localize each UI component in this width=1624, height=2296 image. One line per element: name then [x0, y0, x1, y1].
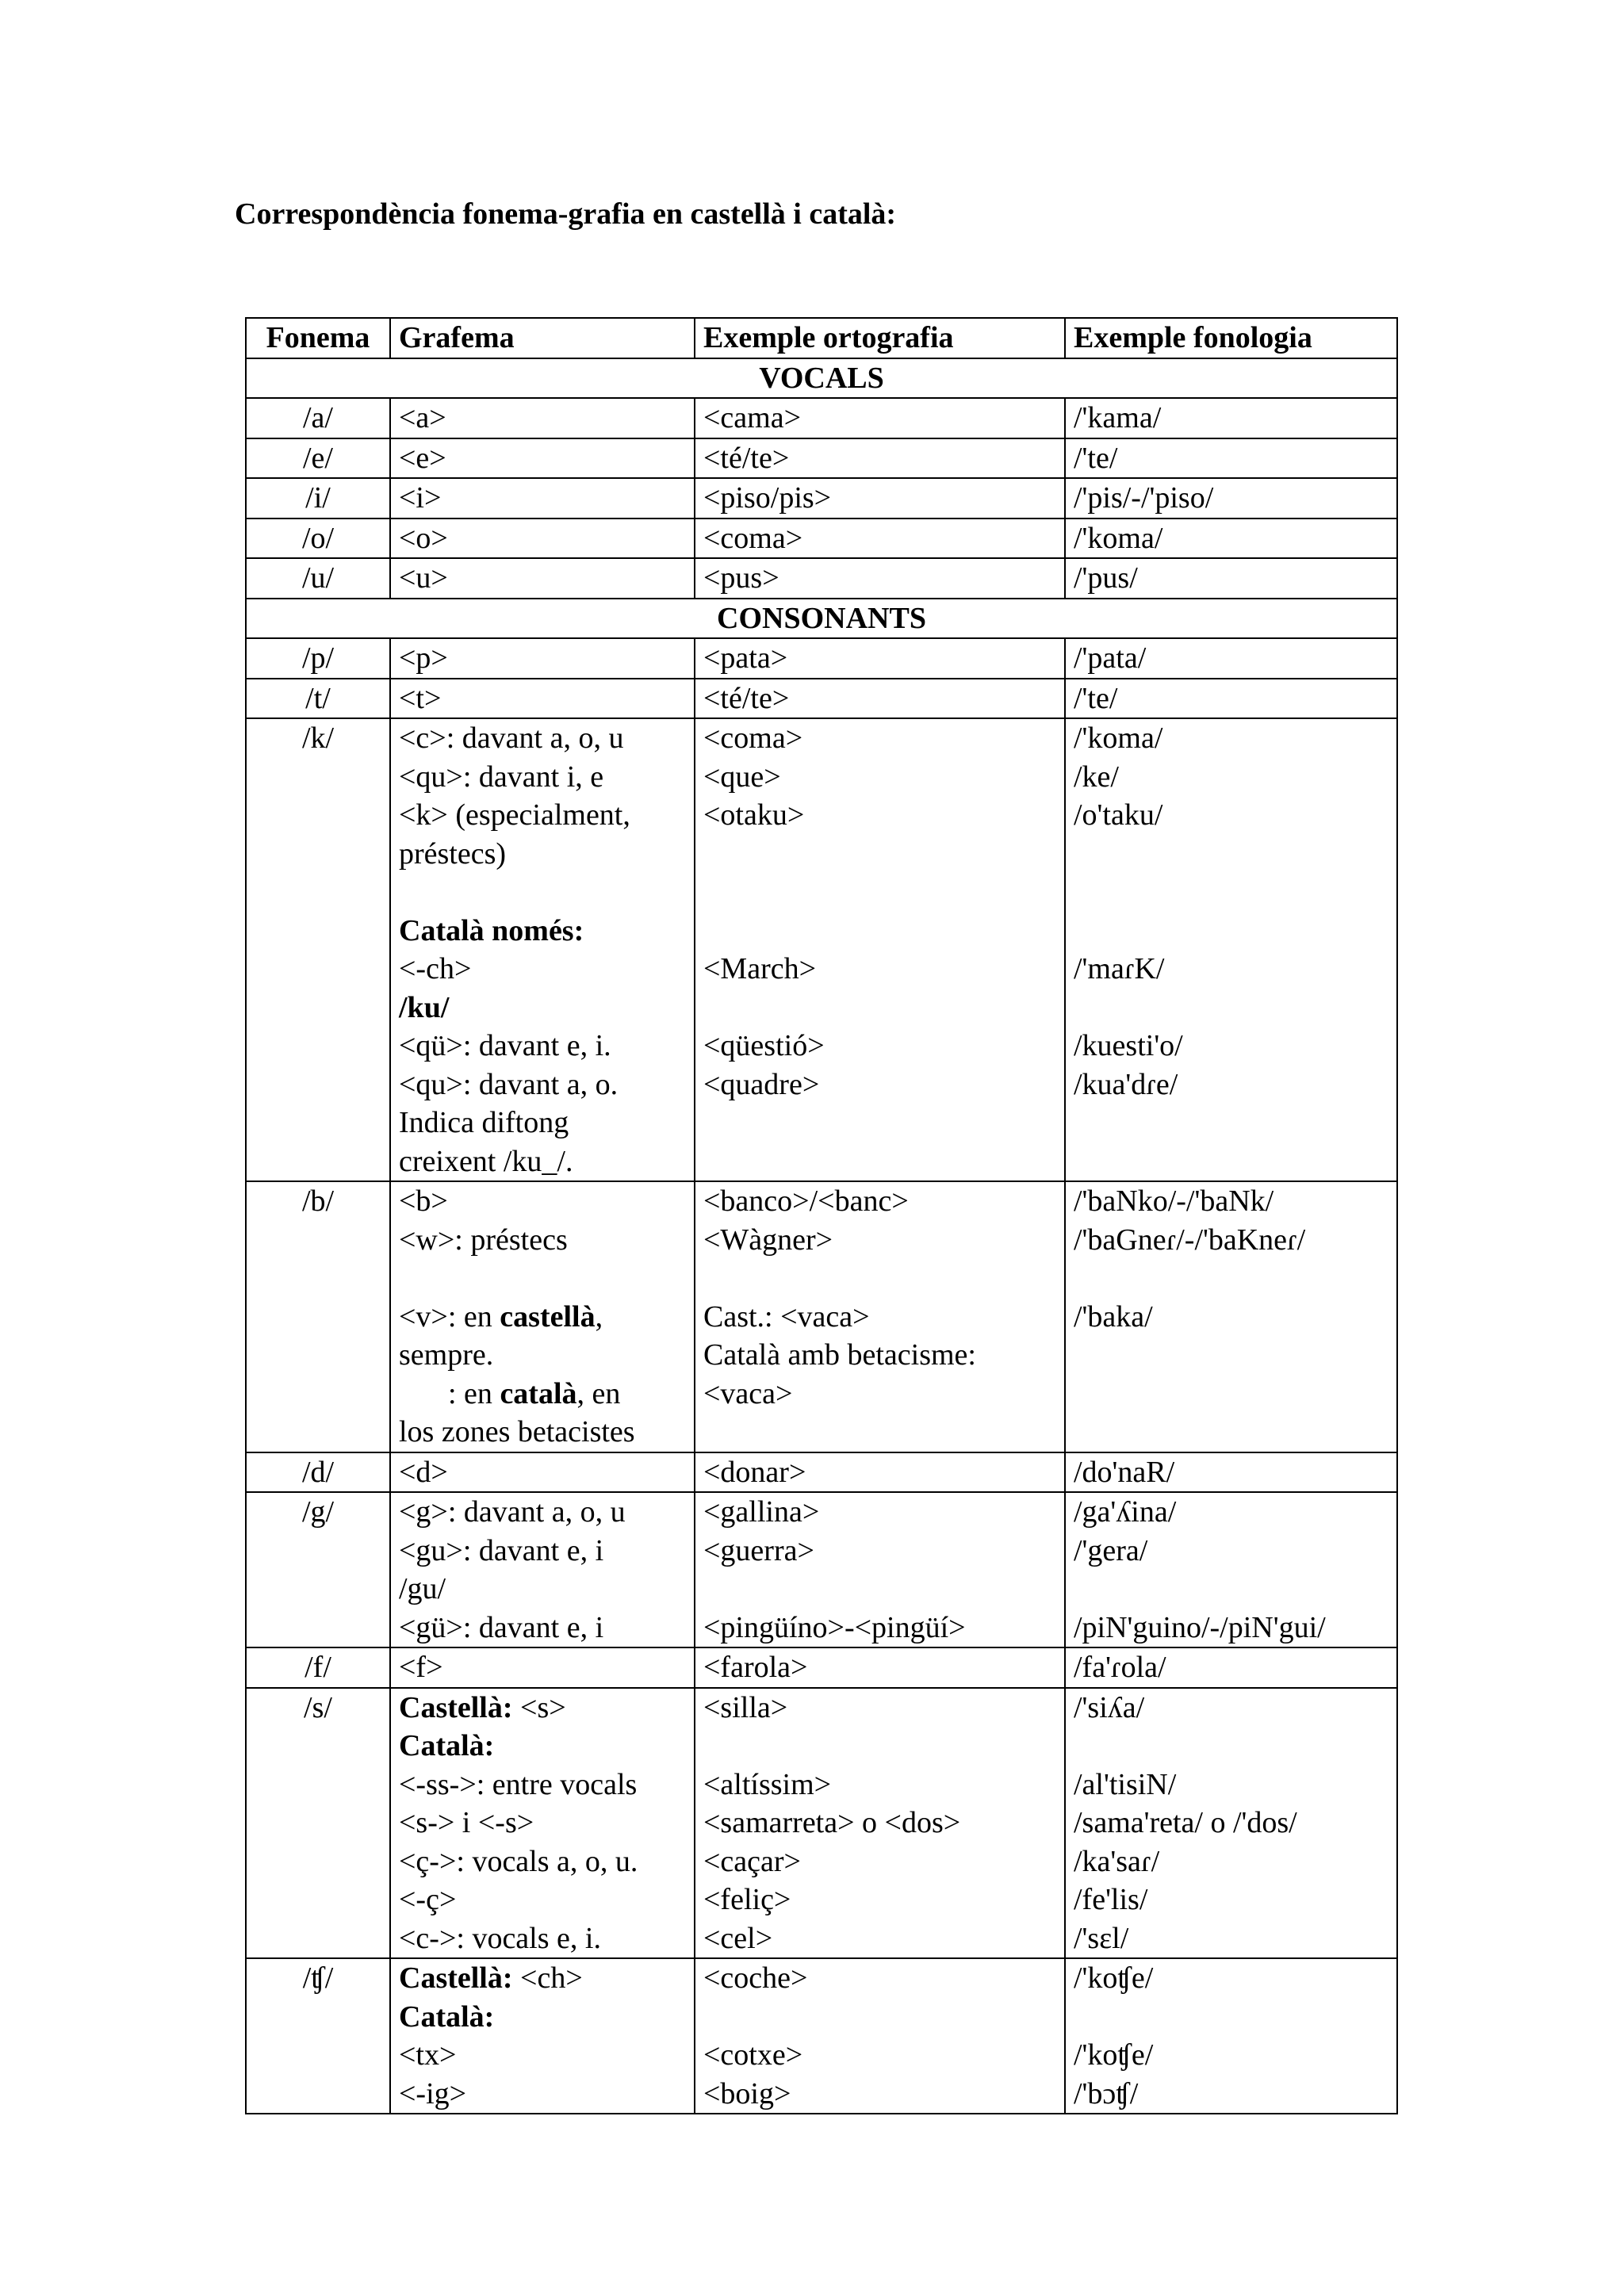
- cell-ortografia: [695, 679, 1065, 719]
- cell-line: /kua'dɾe/: [1074, 1067, 1178, 1101]
- cell-line: [399, 873, 686, 912]
- cell-line: <qüestió>: [703, 1029, 825, 1062]
- cell-line: <-ch>: [399, 952, 472, 985]
- cell-line: Indica diftong: [399, 1106, 569, 1139]
- cell-line: /ga'ʎina/: [1074, 1495, 1177, 1529]
- cell-line: [1074, 1142, 1388, 1181]
- cell-line: <cama>: [703, 401, 802, 434]
- cell-line: /'pata/: [1074, 641, 1147, 675]
- cell-fonema: /g/: [246, 1492, 390, 1647]
- cell-line: [1074, 1570, 1388, 1609]
- cell-grafema: [390, 638, 695, 679]
- cell-line: /'maɾK/: [1074, 952, 1165, 985]
- cell-line: <e>: [399, 441, 446, 475]
- cell-fonema: /ʧ/: [246, 1958, 390, 2114]
- cell-line: /gu/: [399, 1572, 446, 1605]
- cell-line: [399, 1259, 686, 1298]
- cell-fonologia: [1065, 1452, 1397, 1493]
- cell-fonema: /u/: [246, 558, 390, 599]
- cell-line: /o'taku/: [1074, 798, 1163, 832]
- cell-line: /piN'guino/-/piN'gui/: [1074, 1610, 1326, 1644]
- cell-line: <-ig>: [399, 2076, 467, 2110]
- cell-line: <k> (especialment,: [399, 798, 630, 832]
- cell-line: /'siʎa/: [1074, 1690, 1145, 1724]
- table-row: [246, 638, 1397, 679]
- cell-fonema: /s/: [246, 1688, 390, 1959]
- cell-ortografia: [695, 1181, 1065, 1452]
- cell-line: <pus>: [703, 561, 779, 595]
- cell-line: <cel>: [703, 1921, 773, 1955]
- cell-line: <Wàgner>: [703, 1223, 833, 1257]
- cell-line: <o>: [399, 521, 448, 555]
- cell-ortografia: [695, 398, 1065, 438]
- cell-line: /'baka/: [1074, 1299, 1153, 1334]
- cell-line: <qü>: davant e, i.: [399, 1029, 611, 1062]
- cell-line: <-ss->: entre vocals: [399, 1767, 638, 1801]
- cell-line: <que>: [703, 760, 781, 794]
- cell-line: <coma>: [703, 521, 803, 555]
- cell-fonema: /d/: [246, 1452, 390, 1493]
- cell-fonema: /b/: [246, 1181, 390, 1452]
- cell-line: <gallina>: [703, 1495, 820, 1529]
- cell-grafema: [390, 438, 695, 479]
- section-row: [246, 599, 1397, 639]
- cell-line: /'te/: [1074, 441, 1118, 475]
- table-body: [246, 358, 1397, 2114]
- cell-line: <gü>: davant e, i: [399, 1610, 604, 1644]
- cell-line: <f>: [399, 1651, 443, 1684]
- cell-line: <banco>/<banc>: [703, 1184, 909, 1218]
- cell-line: <guerra>: [703, 1533, 814, 1567]
- cell-line: <t>: [399, 681, 442, 715]
- cell-line: /'gera/: [1074, 1533, 1148, 1567]
- cell-line: /al'tisiN/: [1074, 1767, 1177, 1801]
- cell-line: sempre.: [399, 1338, 494, 1372]
- cell-fonema: /e/: [246, 438, 390, 479]
- cell-line: /ka'saɾ/: [1074, 1844, 1160, 1878]
- cell-line: <farola>: [703, 1651, 808, 1684]
- cell-line: /'pus/: [1074, 561, 1138, 595]
- cell-line: <caçar>: [703, 1844, 801, 1878]
- cell-line: <altíssim>: [703, 1767, 832, 1801]
- cell-line: : en català, en: [448, 1376, 621, 1410]
- table-row: [246, 1452, 1397, 1493]
- table-row: [246, 558, 1397, 599]
- cell-fonema: /o/: [246, 519, 390, 559]
- cell-line: [703, 1259, 1056, 1298]
- cell-fonologia: [1065, 438, 1397, 479]
- cell-fonologia: [1065, 558, 1397, 599]
- cell-line: <gu>: davant e, i: [399, 1533, 604, 1567]
- cell-ortografia: [695, 1452, 1065, 1493]
- cell-line: /fa'ɾola/: [1074, 1651, 1166, 1684]
- table-row: [246, 718, 1397, 1181]
- cell-line: [703, 1413, 1056, 1452]
- cell-line: [703, 1998, 1056, 2037]
- cell-fonologia: [1065, 1958, 1397, 2114]
- cell-fonologia: [1065, 679, 1397, 719]
- cell-line: <c>: davant a, o, u: [399, 721, 624, 755]
- cell-line: <b>: [399, 1184, 448, 1218]
- cell-line: <-ç>: [399, 1883, 457, 1916]
- cell-line: [1074, 1336, 1388, 1375]
- cell-line: <té/te>: [703, 441, 790, 475]
- cell-line: [703, 835, 1056, 874]
- cell-grafema: [390, 1958, 695, 2114]
- cell-line: /'kama/: [1074, 401, 1162, 434]
- cell-line: Castellà: <ch>: [399, 1961, 583, 1995]
- cell-fonologia: [1065, 398, 1397, 438]
- cell-ortografia: [695, 558, 1065, 599]
- cell-fonologia: [1065, 1647, 1397, 1688]
- cell-fonema: /a/: [246, 398, 390, 438]
- cell-grafema: [390, 1688, 695, 1959]
- cell-line: <té/te>: [703, 681, 790, 715]
- cell-line: <g>: davant a, o, u: [399, 1495, 626, 1529]
- cell-grafema: [390, 679, 695, 719]
- cell-grafema: [390, 1452, 695, 1493]
- table-row: [246, 1647, 1397, 1688]
- cell-line: <March>: [703, 952, 817, 985]
- table-row: [246, 1492, 1397, 1647]
- cell-line: [703, 873, 1056, 912]
- cell-line: <cotxe>: [703, 2038, 803, 2072]
- cell-line: [703, 1104, 1056, 1142]
- cell-line: /do'naR/: [1074, 1455, 1175, 1489]
- cell-line: <ç->: vocals a, o, u.: [399, 1844, 638, 1878]
- cell-line: /sama'reta/ o /'dos/: [1074, 1806, 1297, 1839]
- cell-line: <coma>: [703, 721, 803, 755]
- cell-line: <boig>: [703, 2076, 791, 2110]
- cell-fonema: /k/: [246, 718, 390, 1181]
- cell-line: <donar>: [703, 1455, 806, 1489]
- cell-grafema: [390, 718, 695, 1181]
- cell-line: los zones betacistes: [399, 1415, 635, 1448]
- table-header-row: [246, 318, 1397, 358]
- cell-line: <tx>: [399, 2038, 457, 2072]
- cell-line: <coche>: [703, 1961, 808, 1995]
- cell-line: /ke/: [1074, 760, 1119, 794]
- cell-line: <i>: [399, 481, 442, 515]
- cell-line: creixent /ku_/.: [399, 1144, 573, 1178]
- cell-line: <w>: préstecs: [399, 1223, 568, 1257]
- cell-line: /'bɔʧ/: [1074, 2076, 1139, 2110]
- cell-line: <u>: [399, 561, 448, 595]
- header-fonologia: Exemple fonologia: [1065, 318, 1397, 358]
- cell-ortografia: [695, 638, 1065, 679]
- cell-fonologia: [1065, 1181, 1397, 1452]
- cell-line: /'baGneɾ/-/'baKneɾ/: [1074, 1223, 1306, 1257]
- cell-grafema: [390, 558, 695, 599]
- cell-line: <pingüíno>-<pingüí>: [703, 1610, 966, 1644]
- header-grafema: Grafema: [390, 318, 695, 358]
- cell-line: [1074, 1413, 1388, 1452]
- phoneme-grapheme-table: [245, 317, 1398, 2114]
- cell-line: [1074, 835, 1388, 874]
- cell-line: /ku/: [399, 990, 450, 1024]
- cell-line: /kuesti'o/: [1074, 1029, 1183, 1062]
- cell-line: /'koʧe/: [1074, 2038, 1154, 2072]
- cell-fonologia: [1065, 638, 1397, 679]
- header-fonema: Fonema: [246, 318, 390, 358]
- cell-line: <feliç>: [703, 1883, 791, 1916]
- table-row: [246, 679, 1397, 719]
- cell-line: <vaca>: [703, 1376, 793, 1410]
- cell-line: Català:: [399, 1729, 495, 1762]
- cell-grafema: [390, 1492, 695, 1647]
- cell-line: [703, 989, 1056, 1027]
- cell-ortografia: [695, 1647, 1065, 1688]
- section-row: [246, 358, 1397, 399]
- cell-line: <c->: vocals e, i.: [399, 1921, 601, 1955]
- header-ortografia: Exemple ortografia: [695, 318, 1065, 358]
- cell-fonema: /f/: [246, 1647, 390, 1688]
- cell-line: <v>: en castellà,: [399, 1299, 603, 1334]
- cell-fonema: /p/: [246, 638, 390, 679]
- cell-line: [1074, 912, 1388, 951]
- cell-line: /'baNko/-/'baNk/: [1074, 1184, 1274, 1218]
- cell-line: /'sɛl/: [1074, 1921, 1129, 1955]
- cell-ortografia: [695, 718, 1065, 1181]
- cell-line: /'koʧe/: [1074, 1961, 1154, 1995]
- cell-line: <pata>: [703, 641, 788, 675]
- cell-line: <a>: [399, 401, 446, 434]
- cell-line: [1074, 1104, 1388, 1142]
- cell-fonologia: [1065, 519, 1397, 559]
- cell-line: /'koma/: [1074, 521, 1163, 555]
- cell-line: Castellà: <s>: [399, 1690, 566, 1724]
- cell-ortografia: [695, 1958, 1065, 2114]
- cell-line: <silla>: [703, 1690, 788, 1724]
- cell-line: [1074, 989, 1388, 1027]
- cell-line: <quadre>: [703, 1067, 820, 1101]
- cell-line: [703, 1727, 1056, 1766]
- cell-line: [1074, 1259, 1388, 1298]
- cell-grafema: [390, 519, 695, 559]
- cell-line: /'pis/-/'piso/: [1074, 481, 1214, 515]
- cell-line: Català:: [399, 1999, 495, 2034]
- cell-fonema: /t/: [246, 679, 390, 719]
- cell-line: <d>: [399, 1455, 448, 1489]
- cell-line: /'te/: [1074, 681, 1118, 715]
- cell-line: <p>: [399, 641, 448, 675]
- cell-grafema: [390, 1181, 695, 1452]
- cell-line: Català amb betacisme:: [703, 1338, 976, 1372]
- cell-line: <s-> i <-s>: [399, 1806, 534, 1839]
- cell-line: Cast.: <vaca>: [703, 1299, 870, 1334]
- cell-line: [1074, 1727, 1388, 1766]
- cell-grafema: [390, 1647, 695, 1688]
- cell-line: /'koma/: [1074, 721, 1163, 755]
- cell-grafema: [390, 478, 695, 519]
- cell-line: <qu>: davant a, o.: [399, 1067, 619, 1101]
- document-title: Correspondència fonema-grafia en castellà i català:: [235, 197, 897, 231]
- table-row: [246, 398, 1397, 438]
- table-row: [246, 1688, 1397, 1959]
- section-label: CONSONANTS: [246, 599, 1397, 639]
- cell-fonologia: [1065, 478, 1397, 519]
- cell-fonologia: [1065, 1688, 1397, 1959]
- table-row: [246, 478, 1397, 519]
- cell-ortografia: [695, 1688, 1065, 1959]
- table-row: [246, 438, 1397, 479]
- cell-fonema: /i/: [246, 478, 390, 519]
- cell-fonologia: [1065, 718, 1397, 1181]
- cell-ortografia: [695, 1492, 1065, 1647]
- table-row: [246, 1181, 1397, 1452]
- cell-line: <qu>: davant i, e: [399, 760, 604, 794]
- cell-line: préstecs): [399, 836, 507, 871]
- cell-line: [1074, 1375, 1388, 1414]
- cell-line: /fe'lis/: [1074, 1883, 1148, 1916]
- cell-ortografia: [695, 519, 1065, 559]
- cell-line: [1074, 873, 1388, 912]
- cell-line: <samarreta> o <dos>: [703, 1806, 961, 1839]
- cell-ortografia: [695, 478, 1065, 519]
- table-row: [246, 519, 1397, 559]
- section-label: VOCALS: [246, 358, 1397, 399]
- cell-line: [703, 912, 1056, 951]
- table-row: [246, 1958, 1397, 2114]
- cell-fonologia: [1065, 1492, 1397, 1647]
- cell-grafema: [390, 398, 695, 438]
- cell-ortografia: [695, 438, 1065, 479]
- cell-line: [703, 1142, 1056, 1181]
- cell-line: <piso/pis>: [703, 481, 832, 515]
- cell-line: [1074, 1998, 1388, 2037]
- cell-line: [703, 1570, 1056, 1609]
- cell-line: Català només:: [399, 913, 584, 947]
- cell-line: <otaku>: [703, 798, 805, 832]
